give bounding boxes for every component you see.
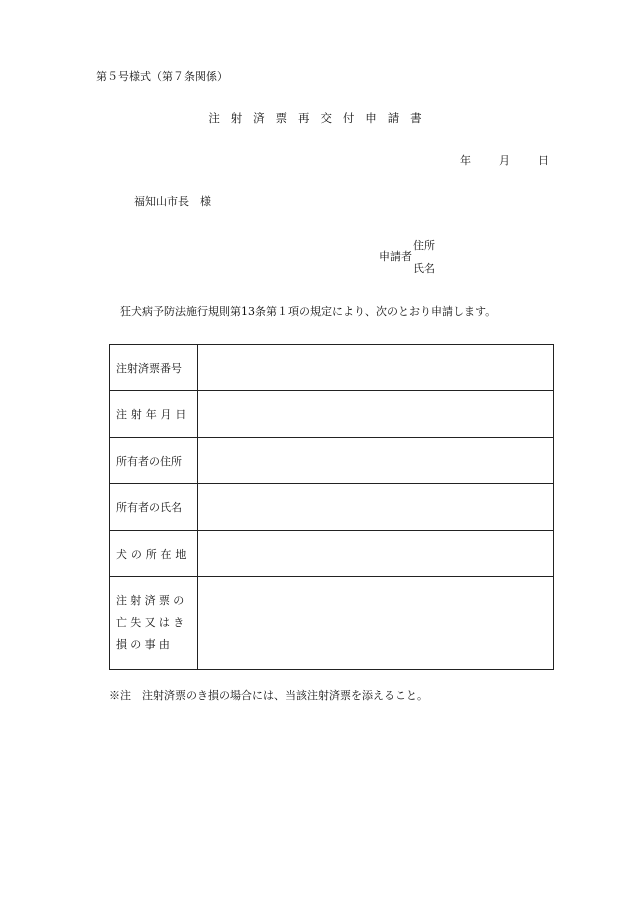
loss-reason-field[interactable] <box>198 577 554 670</box>
date-year-label: 年 <box>460 154 471 167</box>
row-label-tag-number: 注射済票番号 <box>110 345 198 391</box>
applicant-name-label: 氏名 <box>413 262 435 275</box>
tag-number-field[interactable] <box>198 345 554 391</box>
footnote: ※注 注射済票のき損の場合には、当該注射済票を添えること。 <box>109 689 428 702</box>
dog-location-field[interactable] <box>198 531 554 577</box>
form-number-label: 第５号様式（第７条関係） <box>96 70 228 83</box>
addressee: 福知山市長 様 <box>134 195 211 208</box>
owner-name-field[interactable] <box>198 484 554 531</box>
table-row <box>110 531 554 577</box>
row-label-owner-name: 所有者の氏名 <box>110 484 198 531</box>
applicant-label: 申請者 <box>379 250 412 263</box>
injection-date-field[interactable] <box>198 391 554 438</box>
table-row <box>110 345 554 391</box>
row-label-owner-address: 所有者の住所 <box>110 438 198 484</box>
application-form-table <box>109 344 554 670</box>
owner-address-field[interactable] <box>198 438 554 484</box>
date-day-label: 日 <box>538 154 549 167</box>
table-row <box>110 391 554 438</box>
document-title: 注射済票再交付申請書 <box>208 111 433 125</box>
table-row <box>110 484 554 531</box>
applicant-address-label: 住所 <box>413 239 435 252</box>
loss-reason-label-line-3: 損の事由 <box>116 638 174 651</box>
table-row <box>110 438 554 484</box>
row-label-dog-location: 犬の所在地 <box>110 531 198 577</box>
row-label-injection-date: 注射年月日 <box>110 391 198 438</box>
date-month-label: 月 <box>499 154 510 167</box>
table-row <box>110 577 554 670</box>
loss-reason-label-line-1: 注射済票の <box>116 594 188 607</box>
row-label-loss-reason <box>110 577 198 670</box>
loss-reason-label-line-2: 亡失又はき <box>116 616 188 629</box>
date-line <box>460 152 549 168</box>
application-statement: 狂犬病予防法施行規則第13条第１項の規定により、次のとおり申請します。 <box>120 305 497 318</box>
